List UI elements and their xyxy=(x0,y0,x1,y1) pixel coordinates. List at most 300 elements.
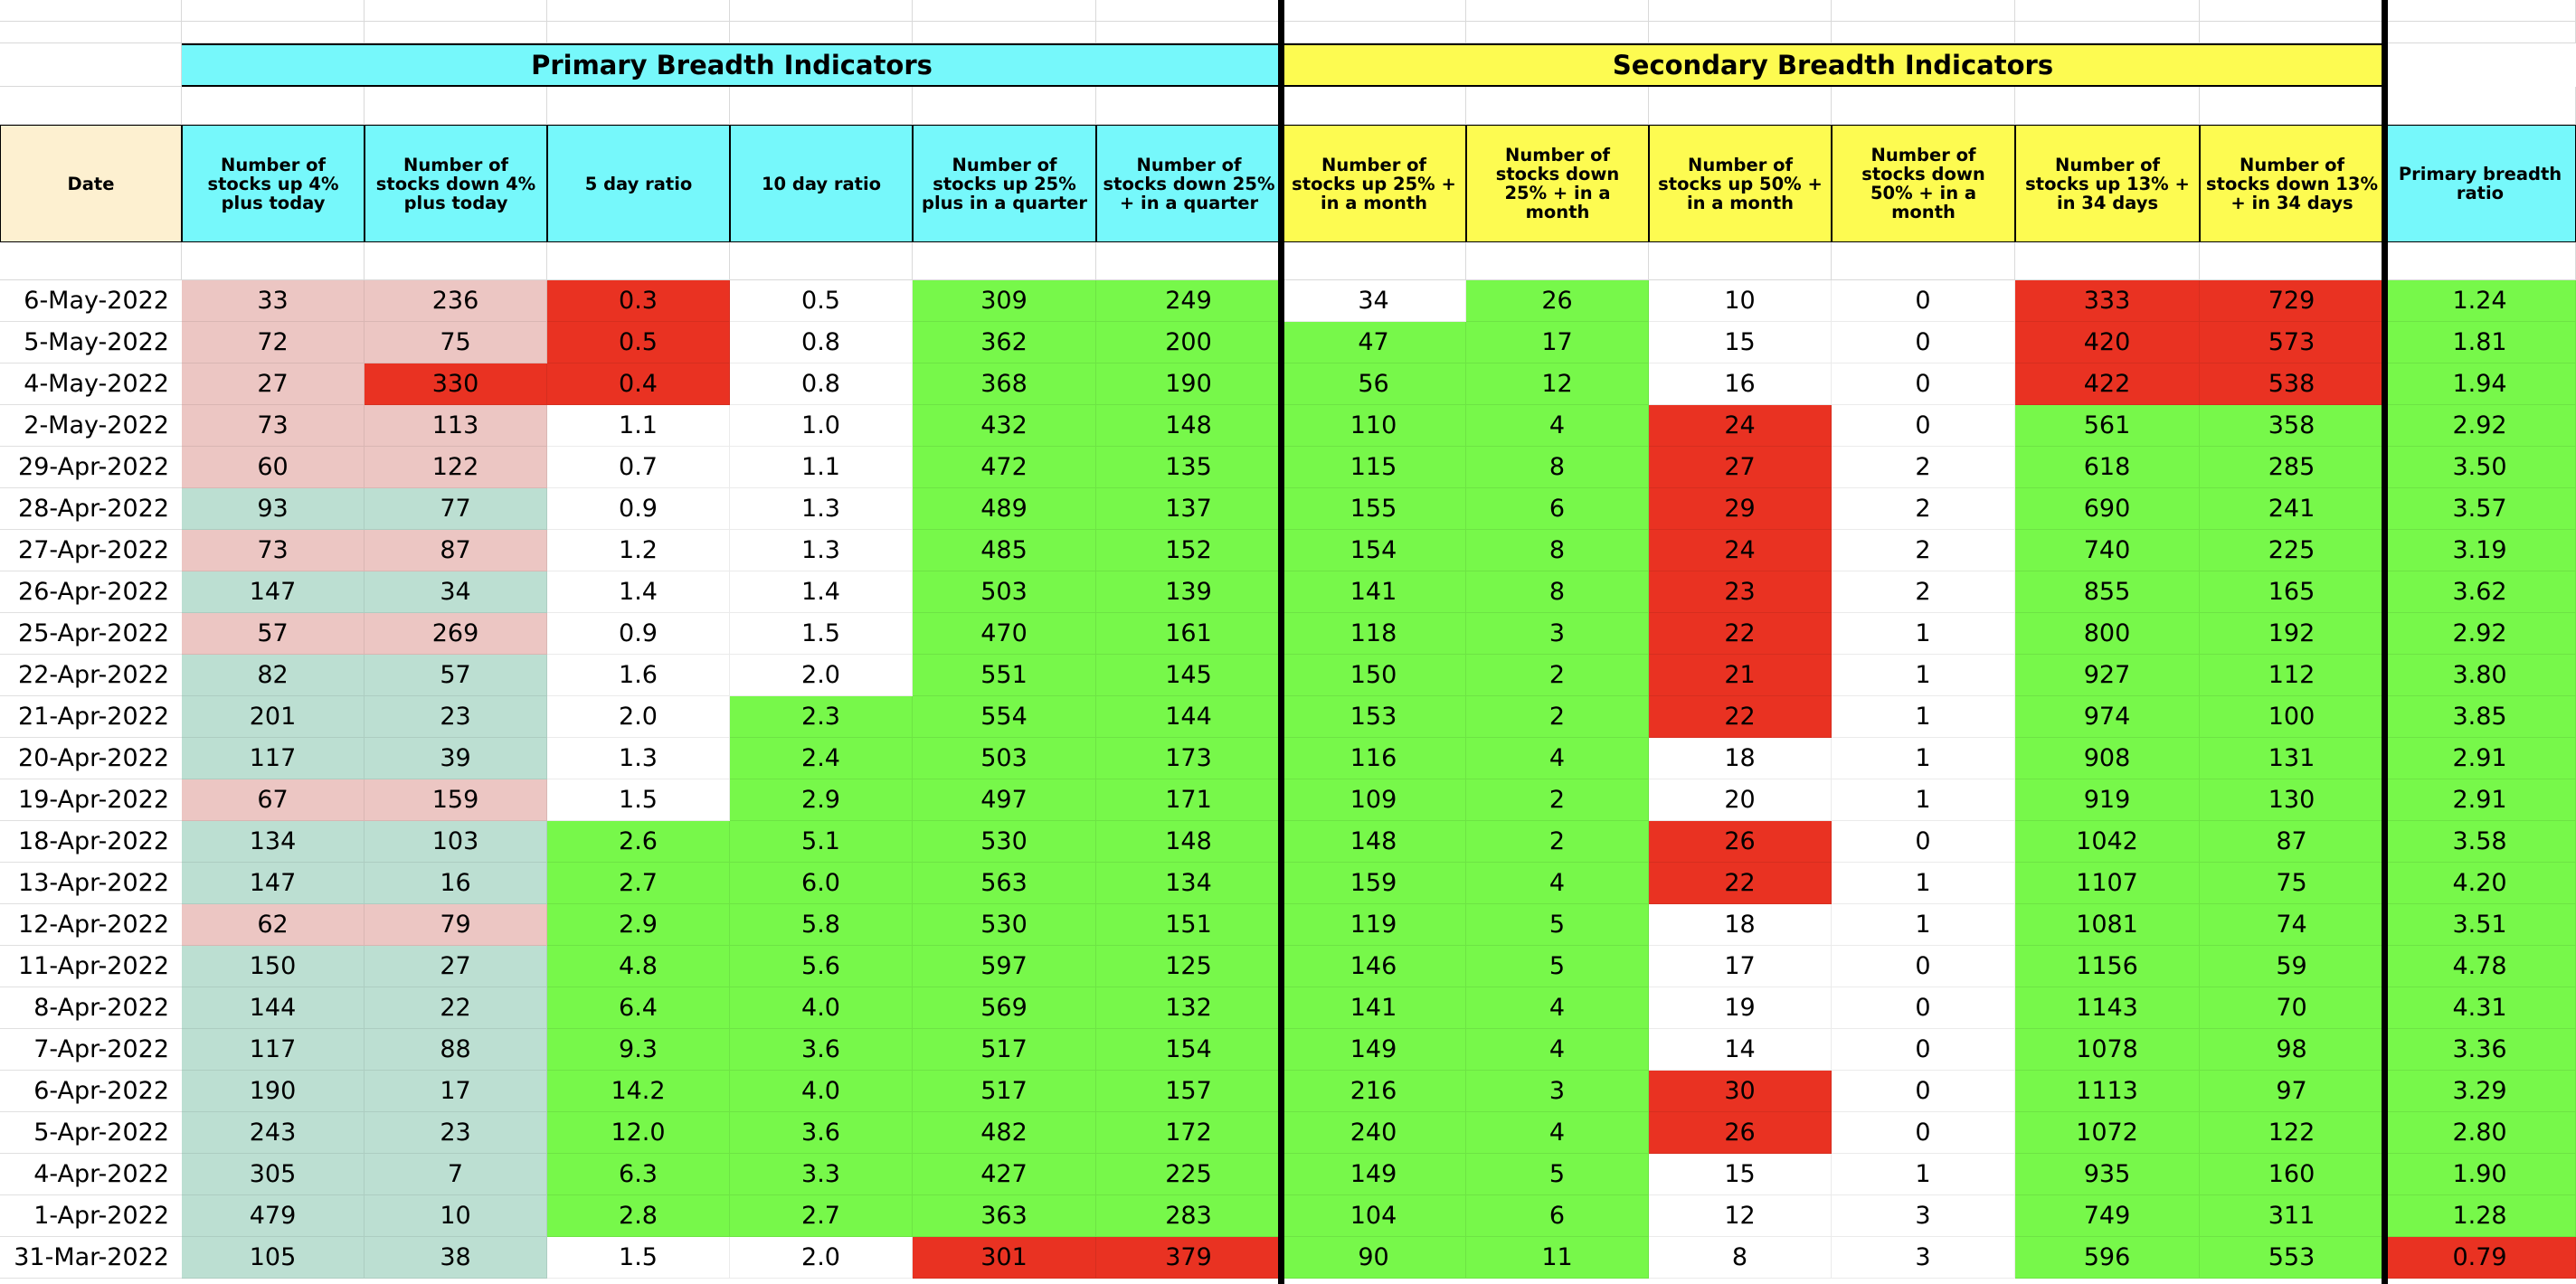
cell-up-13-pct-34-days[interactable]: 1107 xyxy=(2015,863,2200,904)
cell-down-50-pct-month[interactable]: 1 xyxy=(1832,779,2015,821)
cell-primary-breadth-ratio[interactable]: 1.24 xyxy=(2384,280,2576,322)
empty-cell[interactable] xyxy=(1832,22,2015,43)
cell-5-day-ratio[interactable]: 1.6 xyxy=(547,655,730,696)
cell-up-50-pct-month[interactable]: 18 xyxy=(1649,738,1832,779)
cell-up-25-pct-month[interactable]: 115 xyxy=(1282,447,1466,488)
empty-cell[interactable] xyxy=(2200,22,2384,43)
cell-down-25-pct-month[interactable]: 4 xyxy=(1466,863,1649,904)
cell-down-50-pct-month[interactable]: 1 xyxy=(1832,696,2015,738)
cell-primary-breadth-ratio[interactable]: 2.92 xyxy=(2384,405,2576,447)
cell-up-4-pct-today[interactable]: 27 xyxy=(182,363,365,405)
cell-down-50-pct-month[interactable]: 1 xyxy=(1832,863,2015,904)
empty-cell[interactable] xyxy=(1282,0,1466,22)
cell-up-50-pct-month[interactable]: 22 xyxy=(1649,696,1832,738)
cell-up-25-pct-quarter[interactable]: 554 xyxy=(913,696,1096,738)
cell-primary-breadth-ratio[interactable]: 2.92 xyxy=(2384,613,2576,655)
date-cell[interactable]: 4-Apr-2022 xyxy=(0,1154,182,1195)
cell-5-day-ratio[interactable]: 2.6 xyxy=(547,821,730,863)
cell-5-day-ratio[interactable]: 12.0 xyxy=(547,1112,730,1154)
cell-10-day-ratio[interactable]: 3.6 xyxy=(730,1112,913,1154)
cell-down-25-pct-month[interactable]: 5 xyxy=(1466,946,1649,987)
cell-up-13-pct-34-days[interactable]: 596 xyxy=(2015,1237,2200,1279)
cell-down-13-pct-34-days[interactable]: 74 xyxy=(2200,904,2384,946)
cell-down-50-pct-month[interactable]: 2 xyxy=(1832,571,2015,613)
cell-5-day-ratio[interactable]: 1.2 xyxy=(547,530,730,571)
cell-up-13-pct-34-days[interactable]: 1072 xyxy=(2015,1112,2200,1154)
cell-down-25-pct-month[interactable]: 8 xyxy=(1466,530,1649,571)
empty-cell[interactable] xyxy=(2200,0,2384,22)
cell-up-25-pct-quarter[interactable]: 470 xyxy=(913,613,1096,655)
cell-down-4-pct-today[interactable]: 122 xyxy=(365,447,547,488)
cell-down-13-pct-34-days[interactable]: 553 xyxy=(2200,1237,2384,1279)
empty-cell[interactable] xyxy=(2384,0,2576,22)
cell-down-13-pct-34-days[interactable]: 131 xyxy=(2200,738,2384,779)
cell-down-50-pct-month[interactable]: 1 xyxy=(1832,613,2015,655)
cell-10-day-ratio[interactable]: 2.0 xyxy=(730,655,913,696)
cell-up-4-pct-today[interactable]: 117 xyxy=(182,1029,365,1071)
cell-up-25-pct-quarter[interactable]: 530 xyxy=(913,904,1096,946)
column-header-up-25-pct-quarter[interactable]: Number of stocks up 25% plus in a quarter xyxy=(913,125,1096,242)
cell-down-25-pct-month[interactable]: 12 xyxy=(1466,363,1649,405)
empty-cell[interactable] xyxy=(2200,87,2384,125)
cell-down-4-pct-today[interactable]: 7 xyxy=(365,1154,547,1195)
cell-down-4-pct-today[interactable]: 77 xyxy=(365,488,547,530)
cell-down-4-pct-today[interactable]: 75 xyxy=(365,322,547,363)
cell-down-25-pct-quarter[interactable]: 249 xyxy=(1096,280,1282,322)
cell-up-25-pct-month[interactable]: 119 xyxy=(1282,904,1466,946)
cell-up-13-pct-34-days[interactable]: 1113 xyxy=(2015,1071,2200,1112)
cell-up-25-pct-quarter[interactable]: 597 xyxy=(913,946,1096,987)
cell-down-13-pct-34-days[interactable]: 311 xyxy=(2200,1195,2384,1237)
cell-down-25-pct-quarter[interactable]: 200 xyxy=(1096,322,1282,363)
cell-primary-breadth-ratio[interactable]: 3.58 xyxy=(2384,821,2576,863)
cell-down-4-pct-today[interactable]: 79 xyxy=(365,904,547,946)
cell-down-13-pct-34-days[interactable]: 112 xyxy=(2200,655,2384,696)
cell-up-25-pct-month[interactable]: 90 xyxy=(1282,1237,1466,1279)
cell-down-25-pct-quarter[interactable]: 190 xyxy=(1096,363,1282,405)
cell-primary-breadth-ratio[interactable]: 2.91 xyxy=(2384,738,2576,779)
cell-down-25-pct-month[interactable]: 3 xyxy=(1466,1071,1649,1112)
cell-down-25-pct-month[interactable]: 4 xyxy=(1466,1112,1649,1154)
cell-down-25-pct-quarter[interactable]: 157 xyxy=(1096,1071,1282,1112)
cell-up-13-pct-34-days[interactable]: 855 xyxy=(2015,571,2200,613)
empty-cell[interactable] xyxy=(365,0,547,22)
cell-up-25-pct-quarter[interactable]: 482 xyxy=(913,1112,1096,1154)
cell-down-4-pct-today[interactable]: 269 xyxy=(365,613,547,655)
cell-down-50-pct-month[interactable]: 3 xyxy=(1832,1237,2015,1279)
date-cell[interactable]: 8-Apr-2022 xyxy=(0,987,182,1029)
cell-down-13-pct-34-days[interactable]: 241 xyxy=(2200,488,2384,530)
cell-primary-breadth-ratio[interactable]: 3.57 xyxy=(2384,488,2576,530)
cell-up-25-pct-month[interactable]: 116 xyxy=(1282,738,1466,779)
cell-up-13-pct-34-days[interactable]: 333 xyxy=(2015,280,2200,322)
cell-up-4-pct-today[interactable]: 57 xyxy=(182,613,365,655)
cell-up-25-pct-quarter[interactable]: 489 xyxy=(913,488,1096,530)
cell-up-50-pct-month[interactable]: 16 xyxy=(1649,363,1832,405)
cell-down-4-pct-today[interactable]: 113 xyxy=(365,405,547,447)
cell-5-day-ratio[interactable]: 1.5 xyxy=(547,779,730,821)
empty-cell[interactable] xyxy=(1832,0,2015,22)
cell-up-25-pct-quarter[interactable]: 427 xyxy=(913,1154,1096,1195)
cell-primary-breadth-ratio[interactable]: 4.31 xyxy=(2384,987,2576,1029)
cell-5-day-ratio[interactable]: 0.7 xyxy=(547,447,730,488)
cell-down-13-pct-34-days[interactable]: 729 xyxy=(2200,280,2384,322)
cell-5-day-ratio[interactable]: 2.9 xyxy=(547,904,730,946)
empty-cell[interactable] xyxy=(1832,242,2015,280)
cell-primary-breadth-ratio[interactable]: 3.19 xyxy=(2384,530,2576,571)
cell-up-25-pct-quarter[interactable]: 363 xyxy=(913,1195,1096,1237)
cell-primary-breadth-ratio[interactable]: 2.91 xyxy=(2384,779,2576,821)
date-cell[interactable]: 6-May-2022 xyxy=(0,280,182,322)
empty-cell[interactable] xyxy=(1832,87,2015,125)
cell-down-25-pct-quarter[interactable]: 125 xyxy=(1096,946,1282,987)
cell-primary-breadth-ratio[interactable]: 3.50 xyxy=(2384,447,2576,488)
cell-down-13-pct-34-days[interactable]: 122 xyxy=(2200,1112,2384,1154)
cell-up-50-pct-month[interactable]: 22 xyxy=(1649,863,1832,904)
cell-up-4-pct-today[interactable]: 60 xyxy=(182,447,365,488)
cell-up-25-pct-quarter[interactable]: 497 xyxy=(913,779,1096,821)
empty-cell[interactable] xyxy=(1096,242,1282,280)
cell-up-13-pct-34-days[interactable]: 561 xyxy=(2015,405,2200,447)
cell-down-50-pct-month[interactable]: 1 xyxy=(1832,738,2015,779)
cell-up-13-pct-34-days[interactable]: 690 xyxy=(2015,488,2200,530)
empty-cell[interactable] xyxy=(730,22,913,43)
cell-up-25-pct-month[interactable]: 153 xyxy=(1282,696,1466,738)
cell-down-25-pct-quarter[interactable]: 132 xyxy=(1096,987,1282,1029)
cell-down-50-pct-month[interactable]: 0 xyxy=(1832,821,2015,863)
cell-up-25-pct-month[interactable]: 118 xyxy=(1282,613,1466,655)
date-cell[interactable]: 6-Apr-2022 xyxy=(0,1071,182,1112)
cell-down-25-pct-month[interactable]: 26 xyxy=(1466,280,1649,322)
date-cell[interactable]: 1-Apr-2022 xyxy=(0,1195,182,1237)
cell-up-13-pct-34-days[interactable]: 422 xyxy=(2015,363,2200,405)
cell-down-50-pct-month[interactable]: 0 xyxy=(1832,946,2015,987)
empty-cell[interactable] xyxy=(1096,0,1282,22)
cell-10-day-ratio[interactable]: 2.9 xyxy=(730,779,913,821)
cell-up-50-pct-month[interactable]: 17 xyxy=(1649,946,1832,987)
cell-primary-breadth-ratio[interactable]: 3.85 xyxy=(2384,696,2576,738)
empty-cell[interactable] xyxy=(0,22,182,43)
cell-up-25-pct-quarter[interactable]: 517 xyxy=(913,1071,1096,1112)
cell-up-25-pct-month[interactable]: 141 xyxy=(1282,987,1466,1029)
column-header-5-day-ratio[interactable]: 5 day ratio xyxy=(547,125,730,242)
cell-up-25-pct-month[interactable]: 56 xyxy=(1282,363,1466,405)
cell-up-25-pct-month[interactable]: 141 xyxy=(1282,571,1466,613)
cell-up-25-pct-month[interactable]: 149 xyxy=(1282,1154,1466,1195)
cell-5-day-ratio[interactable]: 6.4 xyxy=(547,987,730,1029)
date-cell[interactable]: 19-Apr-2022 xyxy=(0,779,182,821)
cell-10-day-ratio[interactable]: 3.6 xyxy=(730,1029,913,1071)
empty-cell[interactable] xyxy=(913,242,1096,280)
cell-5-day-ratio[interactable]: 6.3 xyxy=(547,1154,730,1195)
cell-up-4-pct-today[interactable]: 73 xyxy=(182,530,365,571)
empty-cell[interactable] xyxy=(730,242,913,280)
cell-down-25-pct-month[interactable]: 4 xyxy=(1466,738,1649,779)
cell-primary-breadth-ratio[interactable]: 3.29 xyxy=(2384,1071,2576,1112)
cell-down-25-pct-quarter[interactable]: 145 xyxy=(1096,655,1282,696)
cell-up-25-pct-month[interactable]: 150 xyxy=(1282,655,1466,696)
empty-cell[interactable] xyxy=(1466,87,1649,125)
empty-cell[interactable] xyxy=(1282,87,1466,125)
cell-up-25-pct-quarter[interactable]: 563 xyxy=(913,863,1096,904)
cell-down-25-pct-quarter[interactable]: 154 xyxy=(1096,1029,1282,1071)
cell-up-4-pct-today[interactable]: 479 xyxy=(182,1195,365,1237)
cell-up-25-pct-month[interactable]: 149 xyxy=(1282,1029,1466,1071)
cell-10-day-ratio[interactable]: 6.0 xyxy=(730,863,913,904)
cell-down-4-pct-today[interactable]: 22 xyxy=(365,987,547,1029)
cell-down-25-pct-quarter[interactable]: 148 xyxy=(1096,821,1282,863)
cell-up-4-pct-today[interactable]: 243 xyxy=(182,1112,365,1154)
cell-up-50-pct-month[interactable]: 20 xyxy=(1649,779,1832,821)
cell-up-4-pct-today[interactable]: 147 xyxy=(182,571,365,613)
cell-up-25-pct-quarter[interactable]: 432 xyxy=(913,405,1096,447)
empty-cell[interactable] xyxy=(730,0,913,22)
cell-down-4-pct-today[interactable]: 88 xyxy=(365,1029,547,1071)
empty-cell[interactable] xyxy=(2384,22,2576,43)
cell-down-50-pct-month[interactable]: 0 xyxy=(1832,1029,2015,1071)
cell-5-day-ratio[interactable]: 0.9 xyxy=(547,488,730,530)
cell-down-25-pct-quarter[interactable]: 171 xyxy=(1096,779,1282,821)
cell-down-25-pct-month[interactable]: 2 xyxy=(1466,655,1649,696)
cell-up-4-pct-today[interactable]: 150 xyxy=(182,946,365,987)
date-cell[interactable]: 2-May-2022 xyxy=(0,405,182,447)
cell-primary-breadth-ratio[interactable]: 3.80 xyxy=(2384,655,2576,696)
date-cell[interactable]: 29-Apr-2022 xyxy=(0,447,182,488)
column-header-down-25-pct-quarter[interactable]: Number of stocks down 25% + in a quarter xyxy=(1096,125,1282,242)
cell-down-25-pct-month[interactable]: 4 xyxy=(1466,1029,1649,1071)
cell-5-day-ratio[interactable]: 2.0 xyxy=(547,696,730,738)
cell-down-25-pct-month[interactable]: 4 xyxy=(1466,987,1649,1029)
cell-down-50-pct-month[interactable]: 2 xyxy=(1832,488,2015,530)
cell-10-day-ratio[interactable]: 2.7 xyxy=(730,1195,913,1237)
column-header-down-25-pct-month[interactable]: Number of stocks down 25% + in a month xyxy=(1466,125,1649,242)
column-header-up-4-pct-today[interactable]: Number of stocks up 4% plus today xyxy=(182,125,365,242)
cell-down-4-pct-today[interactable]: 57 xyxy=(365,655,547,696)
empty-cell[interactable] xyxy=(2384,87,2576,125)
empty-cell[interactable] xyxy=(547,87,730,125)
empty-cell[interactable] xyxy=(547,242,730,280)
cell-down-25-pct-quarter[interactable]: 135 xyxy=(1096,447,1282,488)
cell-up-13-pct-34-days[interactable]: 919 xyxy=(2015,779,2200,821)
column-header-up-25-pct-month[interactable]: Number of stocks up 25% + in a month xyxy=(1282,125,1466,242)
cell-5-day-ratio[interactable]: 1.5 xyxy=(547,1237,730,1279)
date-cell[interactable]: 25-Apr-2022 xyxy=(0,613,182,655)
cell-down-25-pct-quarter[interactable]: 134 xyxy=(1096,863,1282,904)
cell-up-4-pct-today[interactable]: 72 xyxy=(182,322,365,363)
cell-down-4-pct-today[interactable]: 330 xyxy=(365,363,547,405)
cell-5-day-ratio[interactable]: 14.2 xyxy=(547,1071,730,1112)
date-cell[interactable]: 22-Apr-2022 xyxy=(0,655,182,696)
empty-cell[interactable] xyxy=(1282,242,1466,280)
cell-10-day-ratio[interactable]: 4.0 xyxy=(730,987,913,1029)
cell-up-13-pct-34-days[interactable]: 618 xyxy=(2015,447,2200,488)
cell-up-25-pct-month[interactable]: 159 xyxy=(1282,863,1466,904)
empty-cell[interactable] xyxy=(913,0,1096,22)
cell-down-50-pct-month[interactable]: 2 xyxy=(1832,447,2015,488)
cell-up-13-pct-34-days[interactable]: 927 xyxy=(2015,655,2200,696)
cell-down-13-pct-34-days[interactable]: 130 xyxy=(2200,779,2384,821)
cell-up-50-pct-month[interactable]: 19 xyxy=(1649,987,1832,1029)
cell-down-50-pct-month[interactable]: 0 xyxy=(1832,1112,2015,1154)
cell-down-25-pct-quarter[interactable]: 173 xyxy=(1096,738,1282,779)
cell-up-13-pct-34-days[interactable]: 1143 xyxy=(2015,987,2200,1029)
cell-down-25-pct-month[interactable]: 5 xyxy=(1466,904,1649,946)
cell-primary-breadth-ratio[interactable]: 3.51 xyxy=(2384,904,2576,946)
column-header-up-50-pct-month[interactable]: Number of stocks up 50% + in a month xyxy=(1649,125,1832,242)
cell-up-50-pct-month[interactable]: 12 xyxy=(1649,1195,1832,1237)
empty-cell[interactable] xyxy=(2015,242,2200,280)
column-header-down-50-pct-month[interactable]: Number of stocks down 50% + in a month xyxy=(1832,125,2015,242)
cell-10-day-ratio[interactable]: 1.5 xyxy=(730,613,913,655)
cell-10-day-ratio[interactable]: 1.3 xyxy=(730,530,913,571)
cell-down-4-pct-today[interactable]: 23 xyxy=(365,1112,547,1154)
cell-down-25-pct-month[interactable]: 3 xyxy=(1466,613,1649,655)
column-header-primary-breadth-ratio[interactable]: Primary breadth ratio xyxy=(2384,125,2576,242)
cell-down-25-pct-quarter[interactable]: 161 xyxy=(1096,613,1282,655)
date-cell[interactable]: 5-May-2022 xyxy=(0,322,182,363)
empty-cell[interactable] xyxy=(0,87,182,125)
cell-up-50-pct-month[interactable]: 10 xyxy=(1649,280,1832,322)
cell-down-4-pct-today[interactable]: 23 xyxy=(365,696,547,738)
empty-cell[interactable] xyxy=(1096,87,1282,125)
cell-up-4-pct-today[interactable]: 147 xyxy=(182,863,365,904)
cell-down-25-pct-quarter[interactable]: 379 xyxy=(1096,1237,1282,1279)
date-cell[interactable]: 20-Apr-2022 xyxy=(0,738,182,779)
cell-down-50-pct-month[interactable]: 3 xyxy=(1832,1195,2015,1237)
cell-up-13-pct-34-days[interactable]: 1156 xyxy=(2015,946,2200,987)
cell-5-day-ratio[interactable]: 0.5 xyxy=(547,322,730,363)
cell-down-4-pct-today[interactable]: 38 xyxy=(365,1237,547,1279)
empty-cell[interactable] xyxy=(1282,22,1466,43)
date-cell[interactable]: 11-Apr-2022 xyxy=(0,946,182,987)
cell-down-13-pct-34-days[interactable]: 100 xyxy=(2200,696,2384,738)
cell-down-13-pct-34-days[interactable]: 538 xyxy=(2200,363,2384,405)
empty-cell[interactable] xyxy=(2200,242,2384,280)
date-cell[interactable]: 18-Apr-2022 xyxy=(0,821,182,863)
cell-up-50-pct-month[interactable]: 15 xyxy=(1649,1154,1832,1195)
cell-up-13-pct-34-days[interactable]: 749 xyxy=(2015,1195,2200,1237)
cell-up-50-pct-month[interactable]: 8 xyxy=(1649,1237,1832,1279)
cell-10-day-ratio[interactable]: 2.4 xyxy=(730,738,913,779)
date-cell[interactable]: 26-Apr-2022 xyxy=(0,571,182,613)
empty-cell[interactable] xyxy=(1649,22,1832,43)
column-header-down-4-pct-today[interactable]: Number of stocks down 4% plus today xyxy=(365,125,547,242)
cell-5-day-ratio[interactable]: 2.8 xyxy=(547,1195,730,1237)
cell-down-13-pct-34-days[interactable]: 225 xyxy=(2200,530,2384,571)
date-cell[interactable]: 28-Apr-2022 xyxy=(0,488,182,530)
cell-up-4-pct-today[interactable]: 73 xyxy=(182,405,365,447)
cell-down-25-pct-month[interactable]: 4 xyxy=(1466,405,1649,447)
cell-5-day-ratio[interactable]: 1.1 xyxy=(547,405,730,447)
cell-down-4-pct-today[interactable]: 39 xyxy=(365,738,547,779)
column-header-10-day-ratio[interactable]: 10 day ratio xyxy=(730,125,913,242)
empty-cell[interactable] xyxy=(182,22,365,43)
cell-down-50-pct-month[interactable]: 1 xyxy=(1832,655,2015,696)
cell-primary-breadth-ratio[interactable]: 0.79 xyxy=(2384,1237,2576,1279)
cell-primary-breadth-ratio[interactable]: 4.78 xyxy=(2384,946,2576,987)
cell-10-day-ratio[interactable]: 5.6 xyxy=(730,946,913,987)
cell-5-day-ratio[interactable]: 9.3 xyxy=(547,1029,730,1071)
date-cell[interactable]: 12-Apr-2022 xyxy=(0,904,182,946)
cell-up-25-pct-month[interactable]: 155 xyxy=(1282,488,1466,530)
date-cell[interactable]: 4-May-2022 xyxy=(0,363,182,405)
cell-up-50-pct-month[interactable]: 29 xyxy=(1649,488,1832,530)
cell-5-day-ratio[interactable]: 4.8 xyxy=(547,946,730,987)
cell-down-13-pct-34-days[interactable]: 70 xyxy=(2200,987,2384,1029)
cell-down-25-pct-quarter[interactable]: 225 xyxy=(1096,1154,1282,1195)
cell-down-13-pct-34-days[interactable]: 87 xyxy=(2200,821,2384,863)
cell-down-25-pct-month[interactable]: 2 xyxy=(1466,696,1649,738)
empty-cell[interactable] xyxy=(2015,87,2200,125)
empty-cell[interactable] xyxy=(913,87,1096,125)
cell-up-4-pct-today[interactable]: 201 xyxy=(182,696,365,738)
empty-cell[interactable] xyxy=(1466,0,1649,22)
cell-up-4-pct-today[interactable]: 105 xyxy=(182,1237,365,1279)
cell-up-25-pct-quarter[interactable]: 551 xyxy=(913,655,1096,696)
cell-10-day-ratio[interactable]: 1.1 xyxy=(730,447,913,488)
empty-cell[interactable] xyxy=(0,0,182,22)
cell-down-50-pct-month[interactable]: 0 xyxy=(1832,280,2015,322)
cell-down-25-pct-quarter[interactable]: 283 xyxy=(1096,1195,1282,1237)
cell-down-25-pct-month[interactable]: 8 xyxy=(1466,447,1649,488)
date-cell[interactable]: 21-Apr-2022 xyxy=(0,696,182,738)
cell-10-day-ratio[interactable]: 1.0 xyxy=(730,405,913,447)
cell-down-13-pct-34-days[interactable]: 97 xyxy=(2200,1071,2384,1112)
cell-up-25-pct-quarter[interactable]: 503 xyxy=(913,571,1096,613)
cell-up-25-pct-quarter[interactable]: 485 xyxy=(913,530,1096,571)
cell-down-25-pct-month[interactable]: 2 xyxy=(1466,779,1649,821)
cell-down-25-pct-month[interactable]: 8 xyxy=(1466,571,1649,613)
cell-down-25-pct-quarter[interactable]: 172 xyxy=(1096,1112,1282,1154)
cell-up-25-pct-month[interactable]: 109 xyxy=(1282,779,1466,821)
cell-up-25-pct-quarter[interactable]: 517 xyxy=(913,1029,1096,1071)
cell-down-4-pct-today[interactable]: 103 xyxy=(365,821,547,863)
cell-up-50-pct-month[interactable]: 22 xyxy=(1649,613,1832,655)
empty-cell[interactable] xyxy=(182,87,365,125)
cell-down-13-pct-34-days[interactable]: 573 xyxy=(2200,322,2384,363)
cell-up-4-pct-today[interactable]: 82 xyxy=(182,655,365,696)
cell-up-25-pct-month[interactable]: 146 xyxy=(1282,946,1466,987)
cell-10-day-ratio[interactable]: 1.3 xyxy=(730,488,913,530)
cell-10-day-ratio[interactable]: 5.1 xyxy=(730,821,913,863)
cell-down-25-pct-quarter[interactable]: 144 xyxy=(1096,696,1282,738)
cell-down-4-pct-today[interactable]: 159 xyxy=(365,779,547,821)
cell-up-25-pct-month[interactable]: 216 xyxy=(1282,1071,1466,1112)
cell-up-25-pct-month[interactable]: 154 xyxy=(1282,530,1466,571)
empty-cell[interactable] xyxy=(365,22,547,43)
cell-up-50-pct-month[interactable]: 15 xyxy=(1649,322,1832,363)
cell-10-day-ratio[interactable]: 0.5 xyxy=(730,280,913,322)
cell-down-25-pct-month[interactable]: 6 xyxy=(1466,488,1649,530)
date-cell[interactable]: 7-Apr-2022 xyxy=(0,1029,182,1071)
cell-up-50-pct-month[interactable]: 26 xyxy=(1649,1112,1832,1154)
empty-cell[interactable] xyxy=(2015,0,2200,22)
cell-up-13-pct-34-days[interactable]: 1042 xyxy=(2015,821,2200,863)
cell-up-13-pct-34-days[interactable]: 935 xyxy=(2015,1154,2200,1195)
cell-down-13-pct-34-days[interactable]: 192 xyxy=(2200,613,2384,655)
cell-primary-breadth-ratio[interactable]: 2.80 xyxy=(2384,1112,2576,1154)
cell-up-13-pct-34-days[interactable]: 974 xyxy=(2015,696,2200,738)
cell-down-50-pct-month[interactable]: 0 xyxy=(1832,987,2015,1029)
cell-down-4-pct-today[interactable]: 10 xyxy=(365,1195,547,1237)
cell-up-25-pct-quarter[interactable]: 309 xyxy=(913,280,1096,322)
cell-up-13-pct-34-days[interactable]: 1081 xyxy=(2015,904,2200,946)
cell-down-50-pct-month[interactable]: 2 xyxy=(1832,530,2015,571)
cell-up-4-pct-today[interactable]: 33 xyxy=(182,280,365,322)
cell-up-4-pct-today[interactable]: 134 xyxy=(182,821,365,863)
cell-up-25-pct-month[interactable]: 34 xyxy=(1282,280,1466,322)
cell-up-25-pct-quarter[interactable]: 368 xyxy=(913,363,1096,405)
